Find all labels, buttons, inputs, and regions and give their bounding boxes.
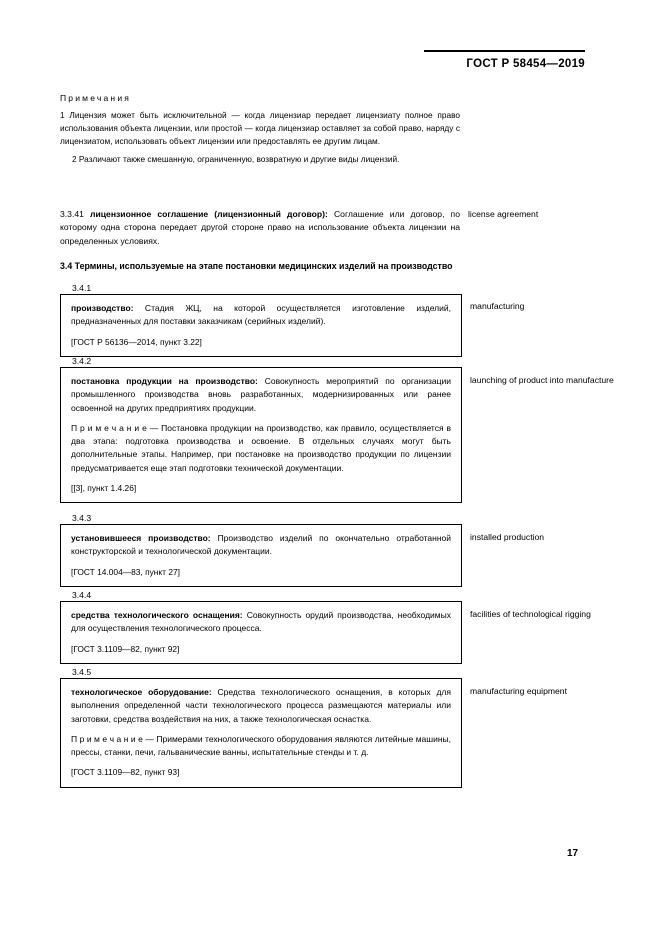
term-box-3-4-1 [60,294,462,357]
term-source: [[3], пункт 1.4.26] [71,483,137,494]
term-entry-3-3-41 [60,208,585,248]
standard-title: ГОСТ Р 58454—2019 [466,58,585,70]
term-name: постановка продукции на производство: [71,376,258,386]
term-definition-paragraph [71,686,451,726]
term-definition: Стадия ЖЦ, на которой осуществляется изготовление изделий, предназначенных для поставки заказчикам (серийных изделий). [71,303,451,327]
section-heading-3-4: 3.4 Термины, используемые на этапе постановки медицинских изделий на производство [60,261,453,271]
term-definition-paragraph [71,302,451,329]
term-english-3-4-5: manufacturing equipment [470,686,567,696]
term-definition: Совокупность мероприятий по организации промышленного производства вновь разработанных, модернизированных или ранее освоенной на других предприятиях продукции. [71,376,451,413]
term-definition-paragraph [71,375,451,415]
term-box-3-4-3 [60,524,462,587]
clause-number-3-4-1: 3.4.1 [72,283,92,293]
clause-number-3-4-2: 3.4.2 [72,356,92,366]
term-name: установившееся производство: [71,533,211,543]
clause-number-3-4-5: 3.4.5 [72,667,92,677]
term-entry-text [60,208,460,248]
note-paragraph: 2 Различают также смешанную, ограниченную, возвратную и другие виды лицензий. [72,153,400,164]
notes-block [60,93,460,170]
term-english-3-4-1: manufacturing [470,301,525,311]
clause-number-3-4-4: 3.4.4 [72,590,92,600]
term-definition: Соглашение или договор, по которому одна сторона передает другой стороне право на использование объекта лицензии на определенных условиях. [60,209,460,246]
term-name: технологическое оборудование: [71,687,212,697]
term-definition-paragraph [71,532,451,559]
term-source: [ГОСТ Р 56136—2014, пункт 3.22] [71,336,202,347]
term-definition: Совокупность орудий производства, необходимых для осуществления технологического процесса. [71,610,451,634]
term-english: license agreement [468,209,539,219]
term-note: П р и м е ч а н и е — Постановка продукции на производство, как правило, осуществляется в два этапа: подготовка производства и освоение. В отдельных случаях могут быть дополнительные этапы. Например, при постановке на производство продукции по лицензии предусматривается еще этап подготовки технической документации. [71,422,451,473]
term-definition-paragraph [71,609,451,636]
term-name: средства технологического оснащения: [71,610,243,620]
term-english-3-4-4: facilities of technological rigging [470,609,591,619]
term-name: производство: [71,303,134,313]
term-definition: Средства технологического оснащения, в которых для выполнения определенной части технологического процесса размещаются материалы или заготовки, средства воздействия на них, а также технологическая оснастка. [71,687,451,724]
term-english-3-4-2: launching of product into manufacture [470,375,614,385]
page-header [60,52,585,72]
term-box-3-4-2 [60,367,462,503]
term-source: [ГОСТ 3.1109—82, пункт 92] [71,643,180,654]
clause-number: 3.3.41 [60,209,84,219]
term-name: лицензионное соглашение (лицензионный договор): [90,209,328,219]
term-box-3-4-4 [60,601,462,664]
notes-heading: Примечания [60,93,132,103]
term-box-3-4-5 [60,678,462,788]
page-number: 17 [567,848,579,859]
clause-number-3-4-3: 3.4.3 [72,513,92,523]
term-definition: Производство изделий по окончательно отработанной конструкторской и технологической документации. [71,533,452,557]
term-english-3-4-3: installed production [470,532,545,542]
term-source: [ГОСТ 14.004—83, пункт 27] [71,566,180,577]
term-source: [ГОСТ 3.1109—82, пункт 93] [71,767,180,778]
term-note: П р и м е ч а н и е — Примерами технологического оборудования являются литейные машины, прессы, станки, печи, гальванические ванны, испытательные стенды и т. д. [71,733,451,758]
note-paragraph: 1 Лицензия может быть исключительной — когда лицензиар передает лицензиату полное право использования объекта лицензии, или простой — когда лицензиар оставляет за собой право, наряду с лицензиатом, использовать объект лицензии или предоставлять ее другим лицам. [60,110,460,147]
